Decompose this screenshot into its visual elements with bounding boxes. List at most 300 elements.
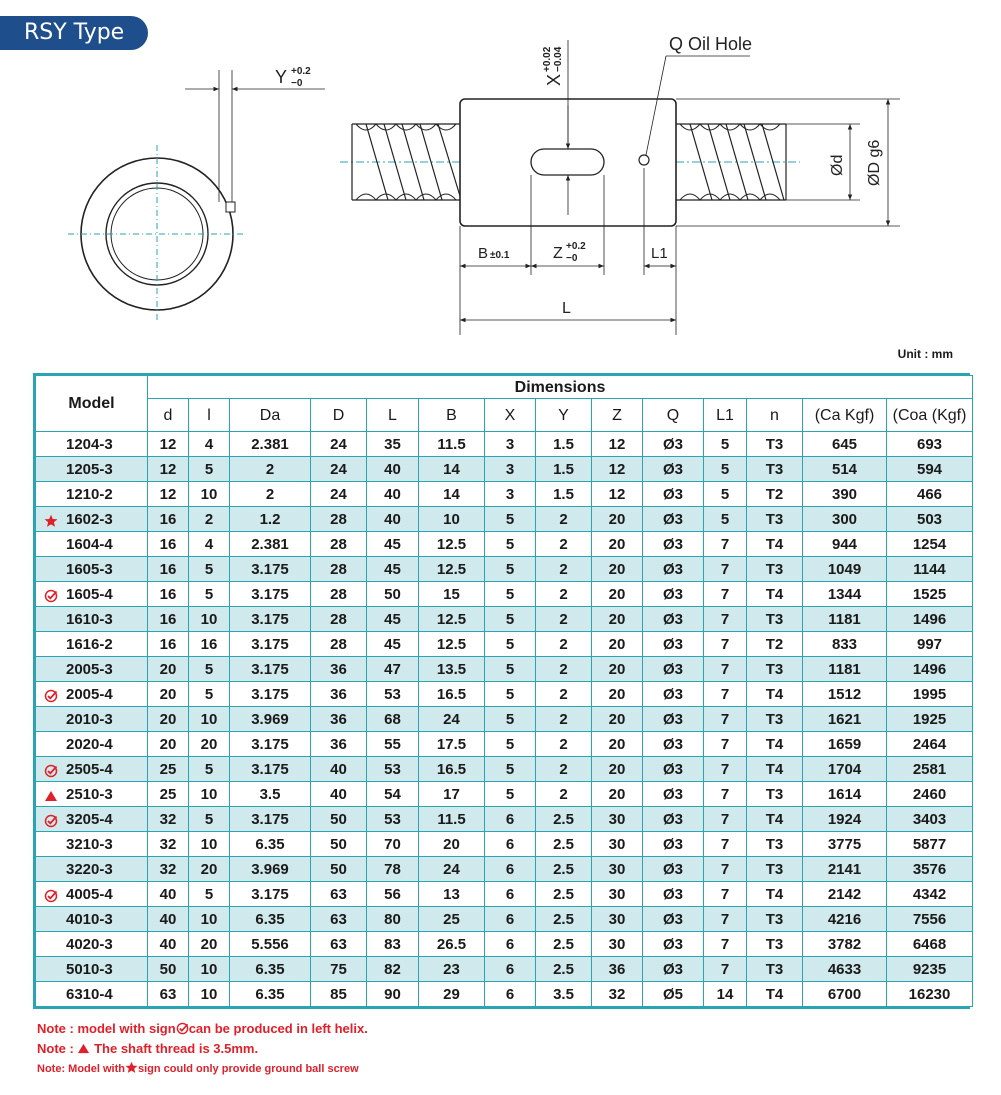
model-cell: 1610-3 bbox=[36, 607, 148, 632]
value-cell: 85 bbox=[311, 982, 367, 1007]
model-cell: 2020-4 bbox=[36, 732, 148, 757]
table-row bbox=[36, 482, 973, 507]
value-cell: 16 bbox=[148, 557, 189, 582]
value-cell: 5 bbox=[189, 457, 230, 482]
value-cell: 7 bbox=[704, 932, 747, 957]
table-row bbox=[36, 557, 973, 582]
value-cell: 3.969 bbox=[230, 857, 311, 882]
table-row bbox=[36, 582, 973, 607]
value-cell: 2.381 bbox=[230, 532, 311, 557]
value-cell: T3 bbox=[747, 457, 803, 482]
value-cell: T3 bbox=[747, 932, 803, 957]
value-cell: 63 bbox=[311, 907, 367, 932]
value-cell: 1496 bbox=[887, 657, 973, 682]
value-cell: 4216 bbox=[803, 907, 887, 932]
value-cell: 2 bbox=[536, 607, 592, 632]
value-cell: 12 bbox=[148, 482, 189, 507]
value-cell: 3.175 bbox=[230, 807, 311, 832]
value-cell: 36 bbox=[311, 682, 367, 707]
value-cell: 16 bbox=[148, 532, 189, 557]
nut-end-view bbox=[68, 70, 325, 322]
value-cell: 25 bbox=[148, 757, 189, 782]
value-cell: T4 bbox=[747, 807, 803, 832]
column-header: Z bbox=[592, 399, 643, 432]
value-cell: 5 bbox=[704, 507, 747, 532]
value-cell: 1181 bbox=[803, 657, 887, 682]
value-cell: 20 bbox=[592, 732, 643, 757]
value-cell: 2 bbox=[536, 657, 592, 682]
value-cell: 32 bbox=[592, 982, 643, 1007]
value-cell: 30 bbox=[592, 932, 643, 957]
note-left-helix: Note : model with sign can be produced in left helix. bbox=[37, 1021, 368, 1036]
table-row bbox=[36, 807, 973, 832]
value-cell: 6 bbox=[485, 907, 536, 932]
value-cell: 1.5 bbox=[536, 482, 592, 507]
value-cell: 3.175 bbox=[230, 682, 311, 707]
value-cell: 3.175 bbox=[230, 632, 311, 657]
table-row bbox=[36, 782, 973, 807]
value-cell: 5 bbox=[485, 607, 536, 632]
value-cell: 24 bbox=[419, 707, 485, 732]
value-cell: 3.5 bbox=[536, 982, 592, 1007]
value-cell: 2 bbox=[536, 707, 592, 732]
value-cell: 2.381 bbox=[230, 432, 311, 457]
value-cell: 20 bbox=[592, 507, 643, 532]
value-cell: Ø3 bbox=[643, 507, 704, 532]
value-cell: 35 bbox=[367, 432, 419, 457]
model-cell: 2005-3 bbox=[36, 657, 148, 682]
value-cell: 45 bbox=[367, 557, 419, 582]
table-row bbox=[36, 882, 973, 907]
value-cell: 36 bbox=[311, 732, 367, 757]
value-cell: 12.5 bbox=[419, 607, 485, 632]
value-cell: 2 bbox=[536, 682, 592, 707]
value-cell: 24 bbox=[311, 457, 367, 482]
value-cell: 3 bbox=[485, 482, 536, 507]
value-cell: Ø3 bbox=[643, 957, 704, 982]
table-row bbox=[36, 957, 973, 982]
value-cell: Ø3 bbox=[643, 757, 704, 782]
value-cell: T3 bbox=[747, 557, 803, 582]
value-cell: 29 bbox=[419, 982, 485, 1007]
value-cell: 3576 bbox=[887, 857, 973, 882]
value-cell: 13 bbox=[419, 882, 485, 907]
svg-text:ØD g6: ØD g6 bbox=[866, 139, 883, 186]
value-cell: 10 bbox=[189, 782, 230, 807]
value-cell: 1.5 bbox=[536, 457, 592, 482]
value-cell: 1924 bbox=[803, 807, 887, 832]
value-cell: 20 bbox=[189, 732, 230, 757]
value-cell: Ø3 bbox=[643, 907, 704, 932]
value-cell: 80 bbox=[367, 907, 419, 932]
value-cell: 12.5 bbox=[419, 632, 485, 657]
column-header: n bbox=[747, 399, 803, 432]
value-cell: Ø3 bbox=[643, 707, 704, 732]
value-cell: 2 bbox=[536, 757, 592, 782]
value-cell: 7 bbox=[704, 807, 747, 832]
value-cell: 833 bbox=[803, 632, 887, 657]
value-cell: 12 bbox=[148, 432, 189, 457]
model-cell: 2505-4 bbox=[36, 757, 148, 782]
column-header: l bbox=[189, 399, 230, 432]
value-cell: 2142 bbox=[803, 882, 887, 907]
technical-drawing bbox=[0, 0, 1001, 345]
value-cell: 11.5 bbox=[419, 807, 485, 832]
value-cell: 2.5 bbox=[536, 832, 592, 857]
value-cell: 15 bbox=[419, 582, 485, 607]
value-cell: 10 bbox=[189, 482, 230, 507]
value-cell: 5 bbox=[189, 557, 230, 582]
value-cell: 7 bbox=[704, 632, 747, 657]
svg-text:Y: Y bbox=[275, 67, 288, 87]
value-cell: 28 bbox=[311, 632, 367, 657]
value-cell: 36 bbox=[311, 707, 367, 732]
value-cell: 83 bbox=[367, 932, 419, 957]
value-cell: 32 bbox=[148, 832, 189, 857]
value-cell: 594 bbox=[887, 457, 973, 482]
table-row bbox=[36, 607, 973, 632]
value-cell: T3 bbox=[747, 832, 803, 857]
star-icon bbox=[44, 512, 58, 526]
value-cell: T3 bbox=[747, 907, 803, 932]
table-row bbox=[36, 732, 973, 757]
value-cell: 14 bbox=[704, 982, 747, 1007]
value-cell: 1995 bbox=[887, 682, 973, 707]
value-cell: 2 bbox=[536, 557, 592, 582]
value-cell: 2.5 bbox=[536, 807, 592, 832]
value-cell: 1344 bbox=[803, 582, 887, 607]
column-header: (Ca Kgf) bbox=[803, 399, 887, 432]
value-cell: 5 bbox=[189, 657, 230, 682]
table-row bbox=[36, 707, 973, 732]
value-cell: 50 bbox=[367, 582, 419, 607]
value-cell: 20 bbox=[592, 757, 643, 782]
value-cell: 63 bbox=[311, 932, 367, 957]
value-cell: 45 bbox=[367, 607, 419, 632]
model-cell: 6310-4 bbox=[36, 982, 148, 1007]
value-cell: 40 bbox=[148, 907, 189, 932]
model-cell: 2010-3 bbox=[36, 707, 148, 732]
value-cell: 63 bbox=[148, 982, 189, 1007]
value-cell: 5 bbox=[704, 432, 747, 457]
value-cell: 5877 bbox=[887, 832, 973, 857]
model-cell: 4020-3 bbox=[36, 932, 148, 957]
value-cell: 2.5 bbox=[536, 907, 592, 932]
value-cell: 20 bbox=[592, 657, 643, 682]
value-cell: 2.5 bbox=[536, 957, 592, 982]
value-cell: Ø3 bbox=[643, 932, 704, 957]
value-cell: T4 bbox=[747, 532, 803, 557]
value-cell: 90 bbox=[367, 982, 419, 1007]
table-row bbox=[36, 632, 973, 657]
model-cell: 1604-4 bbox=[36, 532, 148, 557]
value-cell: 16 bbox=[148, 632, 189, 657]
value-cell: 56 bbox=[367, 882, 419, 907]
value-cell: 40 bbox=[367, 507, 419, 532]
check-circle-icon bbox=[44, 887, 58, 901]
value-cell: 20 bbox=[419, 832, 485, 857]
svg-text:L: L bbox=[562, 300, 571, 317]
value-cell: 2 bbox=[189, 507, 230, 532]
value-cell: T3 bbox=[747, 782, 803, 807]
check-circle-icon bbox=[44, 762, 58, 776]
model-cell: 4010-3 bbox=[36, 907, 148, 932]
value-cell: 36 bbox=[311, 657, 367, 682]
check-circle-icon bbox=[44, 587, 58, 601]
value-cell: 24 bbox=[311, 482, 367, 507]
value-cell: 40 bbox=[367, 457, 419, 482]
table-row bbox=[36, 657, 973, 682]
value-cell: 2 bbox=[536, 632, 592, 657]
value-cell: 5 bbox=[485, 632, 536, 657]
nut-body bbox=[460, 40, 750, 226]
model-cell: 3220-3 bbox=[36, 857, 148, 882]
value-cell: 1181 bbox=[803, 607, 887, 632]
value-cell: 30 bbox=[592, 832, 643, 857]
value-cell: 944 bbox=[803, 532, 887, 557]
model-cell: 1616-2 bbox=[36, 632, 148, 657]
value-cell: 1496 bbox=[887, 607, 973, 632]
svg-text:+0.2: +0.2 bbox=[566, 241, 586, 252]
value-cell: 1704 bbox=[803, 757, 887, 782]
check-circle-icon bbox=[44, 687, 58, 701]
value-cell: 5 bbox=[485, 732, 536, 757]
dimensions-table bbox=[33, 373, 970, 1009]
value-cell: 2141 bbox=[803, 857, 887, 882]
value-cell: T3 bbox=[747, 957, 803, 982]
value-cell: 54 bbox=[367, 782, 419, 807]
value-cell: 2 bbox=[536, 782, 592, 807]
value-cell: Ø3 bbox=[643, 457, 704, 482]
value-cell: 28 bbox=[311, 532, 367, 557]
value-cell: 78 bbox=[367, 857, 419, 882]
value-cell: 5 bbox=[485, 557, 536, 582]
value-cell: 2 bbox=[536, 507, 592, 532]
model-cell: 1602-3 bbox=[36, 507, 148, 532]
value-cell: 10 bbox=[419, 507, 485, 532]
model-cell: 1210-2 bbox=[36, 482, 148, 507]
value-cell: 7556 bbox=[887, 907, 973, 932]
value-cell: 7 bbox=[704, 832, 747, 857]
model-cell: 2510-3 bbox=[36, 782, 148, 807]
column-header: D bbox=[311, 399, 367, 432]
value-cell: 16230 bbox=[887, 982, 973, 1007]
table-row bbox=[36, 832, 973, 857]
value-cell: 3.175 bbox=[230, 557, 311, 582]
model-cell: 2005-4 bbox=[36, 682, 148, 707]
value-cell: 4342 bbox=[887, 882, 973, 907]
value-cell: 40 bbox=[311, 782, 367, 807]
value-cell: 55 bbox=[367, 732, 419, 757]
value-cell: 2460 bbox=[887, 782, 973, 807]
value-cell: 7 bbox=[704, 782, 747, 807]
value-cell: 10 bbox=[189, 607, 230, 632]
table-row bbox=[36, 932, 973, 957]
column-header: d bbox=[148, 399, 189, 432]
value-cell: 40 bbox=[311, 757, 367, 782]
note-ground-screw: Note: Model with sign could only provide ground ball screw bbox=[37, 1063, 359, 1075]
table-row bbox=[36, 857, 973, 882]
value-cell: 5 bbox=[189, 682, 230, 707]
star-icon bbox=[125, 1061, 138, 1074]
model-cell: 1605-3 bbox=[36, 557, 148, 582]
value-cell: 390 bbox=[803, 482, 887, 507]
value-cell: 20 bbox=[148, 732, 189, 757]
svg-text:L1: L1 bbox=[651, 245, 668, 262]
value-cell: Ø3 bbox=[643, 832, 704, 857]
column-header: Y bbox=[536, 399, 592, 432]
value-cell: 5.556 bbox=[230, 932, 311, 957]
value-cell: 2 bbox=[536, 582, 592, 607]
svg-text:B: B bbox=[478, 245, 489, 262]
value-cell: 5 bbox=[485, 582, 536, 607]
value-cell: Ø3 bbox=[643, 782, 704, 807]
value-cell: 20 bbox=[592, 582, 643, 607]
value-cell: Ø3 bbox=[643, 882, 704, 907]
check-circle-icon bbox=[176, 1022, 189, 1035]
model-cell: 1204-3 bbox=[36, 432, 148, 457]
value-cell: 32 bbox=[148, 857, 189, 882]
value-cell: 16 bbox=[148, 607, 189, 632]
value-cell: 4633 bbox=[803, 957, 887, 982]
value-cell: 20 bbox=[148, 657, 189, 682]
value-cell: 3782 bbox=[803, 932, 887, 957]
type-label: RSY Type bbox=[0, 16, 148, 50]
value-cell: 10 bbox=[189, 957, 230, 982]
value-cell: 3.175 bbox=[230, 882, 311, 907]
table-row bbox=[36, 432, 973, 457]
value-cell: 53 bbox=[367, 682, 419, 707]
value-cell: 13.5 bbox=[419, 657, 485, 682]
value-cell: 6 bbox=[485, 932, 536, 957]
value-cell: 7 bbox=[704, 532, 747, 557]
column-header: Da bbox=[230, 399, 311, 432]
value-cell: 50 bbox=[311, 832, 367, 857]
value-cell: 1659 bbox=[803, 732, 887, 757]
value-cell: 997 bbox=[887, 632, 973, 657]
value-cell: Ø3 bbox=[643, 607, 704, 632]
value-cell: 26.5 bbox=[419, 932, 485, 957]
value-cell: 16 bbox=[189, 632, 230, 657]
column-header: L1 bbox=[704, 399, 747, 432]
svg-text:X: X bbox=[544, 73, 564, 86]
value-cell: 7 bbox=[704, 557, 747, 582]
value-cell: 2 bbox=[230, 457, 311, 482]
value-cell: 30 bbox=[592, 907, 643, 932]
value-cell: 4 bbox=[189, 532, 230, 557]
value-cell: 45 bbox=[367, 532, 419, 557]
value-cell: 25 bbox=[419, 907, 485, 932]
value-cell: Ø3 bbox=[643, 632, 704, 657]
value-cell: 20 bbox=[592, 632, 643, 657]
value-cell: T3 bbox=[747, 432, 803, 457]
model-cell: 5010-3 bbox=[36, 957, 148, 982]
value-cell: 28 bbox=[311, 507, 367, 532]
column-header: X bbox=[485, 399, 536, 432]
value-cell: 2464 bbox=[887, 732, 973, 757]
value-cell: 5 bbox=[485, 782, 536, 807]
value-cell: 300 bbox=[803, 507, 887, 532]
value-cell: 5 bbox=[485, 682, 536, 707]
value-cell: 6 bbox=[485, 882, 536, 907]
table-row bbox=[36, 907, 973, 932]
value-cell: 3.5 bbox=[230, 782, 311, 807]
value-cell: 30 bbox=[592, 857, 643, 882]
value-cell: 1614 bbox=[803, 782, 887, 807]
value-cell: 3.175 bbox=[230, 757, 311, 782]
value-cell: 40 bbox=[367, 482, 419, 507]
column-header: Q bbox=[643, 399, 704, 432]
column-header: B bbox=[419, 399, 485, 432]
value-cell: 20 bbox=[148, 682, 189, 707]
svg-text:−0: −0 bbox=[566, 253, 578, 264]
svg-text:−0: −0 bbox=[291, 78, 303, 89]
value-cell: 36 bbox=[592, 957, 643, 982]
value-cell: 3.969 bbox=[230, 707, 311, 732]
value-cell: 14 bbox=[419, 457, 485, 482]
value-cell: Ø5 bbox=[643, 982, 704, 1007]
value-cell: 7 bbox=[704, 707, 747, 732]
value-cell: 20 bbox=[592, 532, 643, 557]
value-cell: 68 bbox=[367, 707, 419, 732]
value-cell: 12.5 bbox=[419, 532, 485, 557]
value-cell: 7 bbox=[704, 757, 747, 782]
value-cell: T3 bbox=[747, 507, 803, 532]
value-cell: 7 bbox=[704, 857, 747, 882]
value-cell: T4 bbox=[747, 757, 803, 782]
value-cell: 16.5 bbox=[419, 757, 485, 782]
value-cell: 7 bbox=[704, 607, 747, 632]
value-cell: T2 bbox=[747, 632, 803, 657]
value-cell: 6.35 bbox=[230, 907, 311, 932]
value-cell: Ø3 bbox=[643, 532, 704, 557]
value-cell: 5 bbox=[189, 807, 230, 832]
value-cell: 20 bbox=[148, 707, 189, 732]
svg-text:+0.02: +0.02 bbox=[542, 46, 553, 72]
model-cell: 1205-3 bbox=[36, 457, 148, 482]
value-cell: T3 bbox=[747, 857, 803, 882]
value-cell: 24 bbox=[419, 857, 485, 882]
value-cell: 32 bbox=[148, 807, 189, 832]
value-cell: 28 bbox=[311, 557, 367, 582]
value-cell: 7 bbox=[704, 732, 747, 757]
value-cell: 1.5 bbox=[536, 432, 592, 457]
value-cell: 50 bbox=[311, 807, 367, 832]
svg-text:Q Oil Hole: Q Oil Hole bbox=[669, 34, 753, 54]
value-cell: 1144 bbox=[887, 557, 973, 582]
value-cell: 3.175 bbox=[230, 732, 311, 757]
model-cell: 3210-3 bbox=[36, 832, 148, 857]
value-cell: 28 bbox=[311, 582, 367, 607]
value-cell: T4 bbox=[747, 882, 803, 907]
triangle-icon bbox=[77, 1042, 90, 1055]
value-cell: 17 bbox=[419, 782, 485, 807]
value-cell: 5 bbox=[704, 482, 747, 507]
svg-text:±0.1: ±0.1 bbox=[490, 250, 510, 261]
table-row bbox=[36, 982, 973, 1007]
value-cell: 14 bbox=[419, 482, 485, 507]
value-cell: 10 bbox=[189, 982, 230, 1007]
value-cell: 20 bbox=[592, 682, 643, 707]
unit-label: Unit : mm bbox=[897, 347, 953, 361]
value-cell: 6 bbox=[485, 807, 536, 832]
value-cell: 20 bbox=[189, 857, 230, 882]
value-cell: 514 bbox=[803, 457, 887, 482]
value-cell: T2 bbox=[747, 482, 803, 507]
column-header: (Coa (Kgf) bbox=[887, 399, 973, 432]
value-cell: 2.5 bbox=[536, 857, 592, 882]
value-cell: Ø3 bbox=[643, 482, 704, 507]
